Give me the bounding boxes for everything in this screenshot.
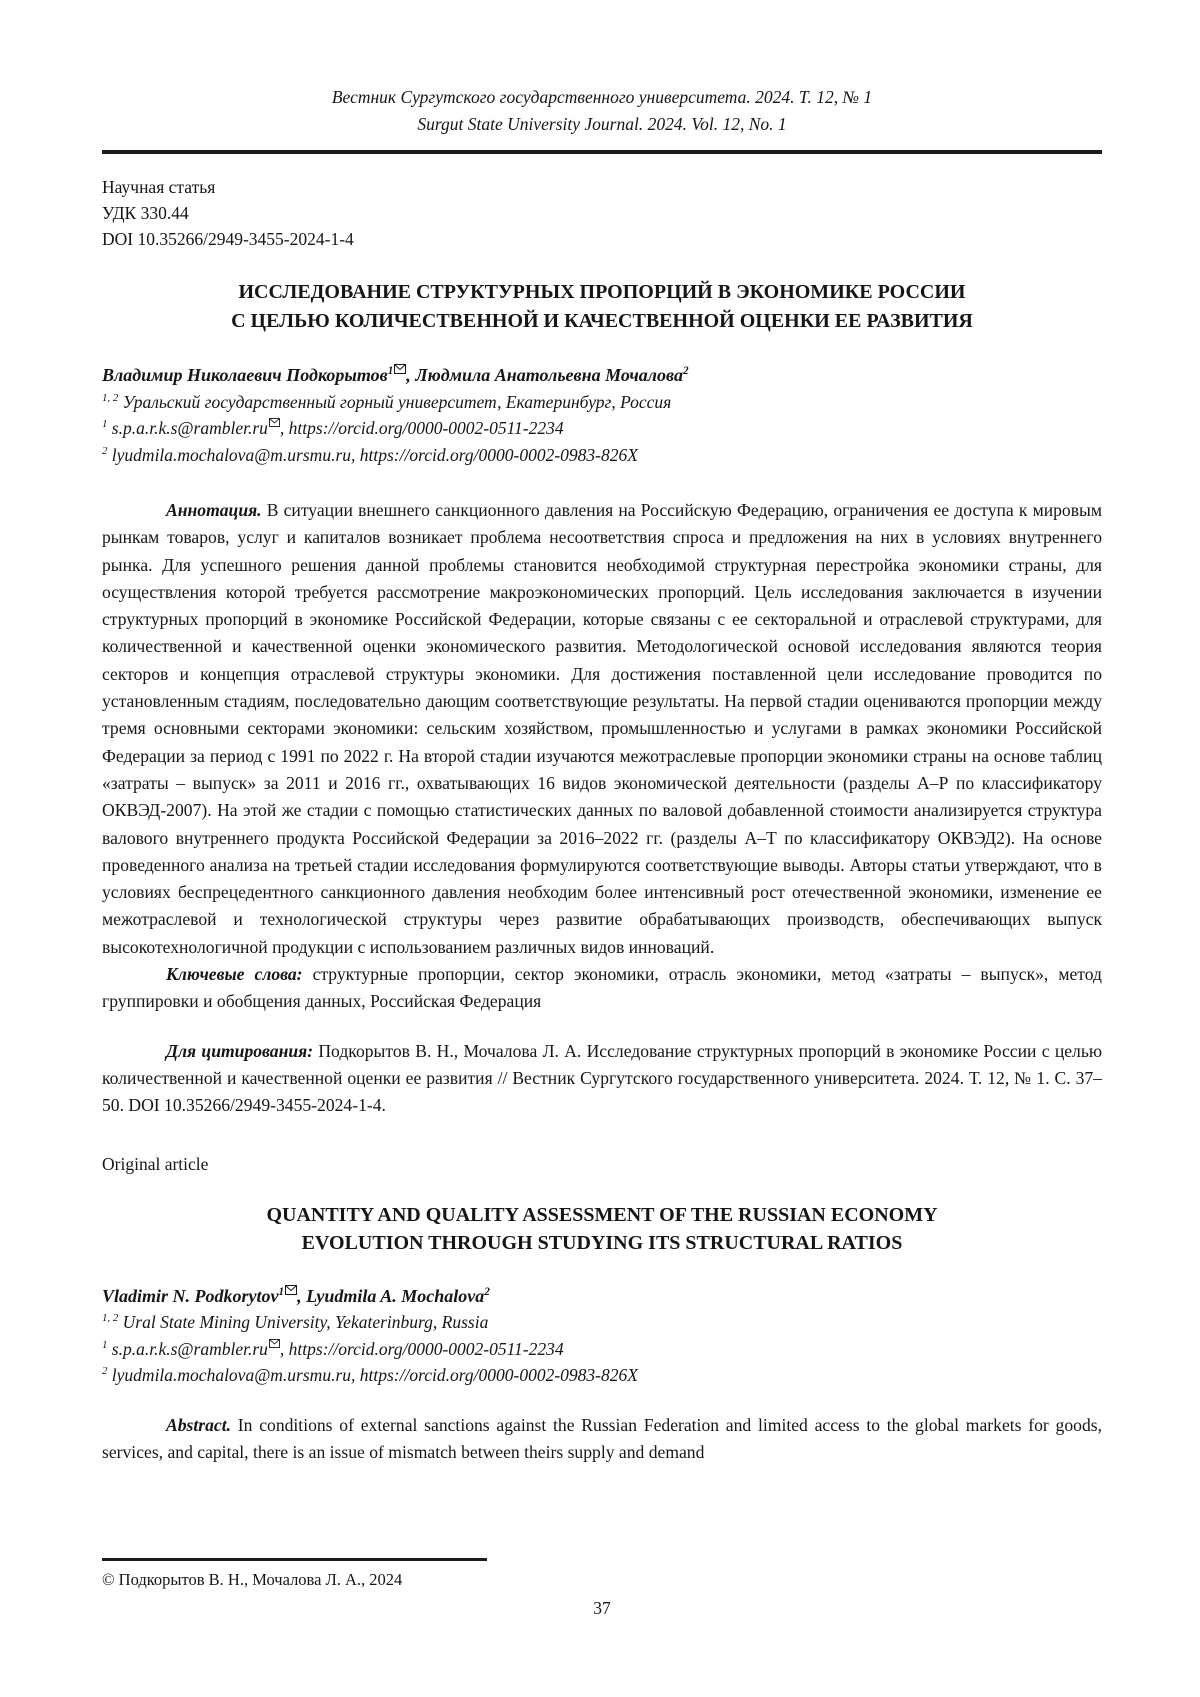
email-line-2-ru: [102, 442, 1102, 469]
citation-text-ru: Подкорытов В. Н., Мочалова Л. А. Исследование структурных пропорций в экономике России с целью количественной и качественной оценки ее развития // Вестник Сургутского государственного университета. 2024. Т. 12, № 1. С. 37–50. DOI 10.35266/2949-3455-2024-1-4.: [102, 1040, 1103, 1116]
article-title-en: [102, 1201, 1102, 1258]
email-icon: [269, 418, 280, 427]
email-line-2-en: [102, 1362, 1102, 1389]
footer-rule: [102, 1558, 487, 1561]
email1-address: s.p.a.r.k.s@rambler.ru: [111, 418, 268, 438]
email2-superscript-en: 2: [102, 1365, 108, 1378]
affiliation-line-en: [102, 1309, 1102, 1336]
email1-address-en: s.p.a.r.k.s@rambler.ru: [111, 1338, 268, 1359]
author1-superscript-en: 1: [278, 1285, 285, 1298]
author1-name-en: Vladimir N. Podkorytov: [102, 1285, 279, 1306]
email-icon: [285, 1285, 297, 1295]
article-meta-ru: [102, 174, 1102, 252]
journal-header-en: Surgut State University Journal. 2024. Vol. 12, No. 1: [417, 114, 787, 134]
authors-line-ru: [102, 362, 1102, 389]
abstract-paragraph-ru: [102, 497, 1102, 961]
author2-name-ru: Людмила Анатольевна Мочалова: [415, 365, 683, 385]
author2-superscript-en: 2: [484, 1285, 490, 1298]
journal-header: [102, 84, 1102, 154]
page-content: [102, 84, 1102, 1466]
email-icon: [269, 1339, 280, 1348]
authors-line-en: [102, 1283, 1102, 1310]
email2-address-orcid: lyudmila.mochalova@m.ursmu.ru, https://orcid.org/0000-0002-0983-826X: [111, 444, 638, 465]
affiliation-line-ru: [102, 389, 1102, 416]
author2-name-en: Lyudmila A. Mochalova: [306, 1285, 485, 1306]
doi-number: DOI 10.35266/2949-3455-2024-1-4: [102, 229, 354, 249]
abstract-text-ru: В ситуации внешнего санкционного давления на Российскую Федерацию, ограничения ее доступа к мировым рынкам товаров, услуг и капиталов возникает проблема несоответствия спроса и предложения на них в условиях внутреннего рынка. Для успешного решения данной проблемы становится необходимой структурная перестройка экономики страны, для осуществления которой требуется рассмотрение макроэкономических пропорций. Цель исследования заключается в изучении структурных пропорций в экономике Российской Федерации, которые связаны с ее секторальной и отраслевой структурами, для количественной и качественной оценки экономического развития. Методологической основой исследования являются теория секторов и концепция отраслевой структуры экономики. Для достижения поставленной цели исследование проводится по установленным стадиям, последовательно дающим соответствующие результаты. На первой стадии оцениваются пропорции между тремя основными секторами экономики: сельским хозяйством, промышленностью и услугами в рамках экономики Российской Федерации за период с 1991 по 2022 г. На второй стадии изучаются межотраслевые пропорции экономики страны на основе таблиц «затраты – выпуск» за 2011 и 2016 гг., охватывающих 16 видов экономической деятельности (разделы А–Р по классификатору ОКВЭД-2007). На этой же стадии с помощью статистических данных по валовой добавленной стоимости анализируется структура валового внутреннего продукта Российской Федерации за 2016–2022 гг. (разделы А–Т по классификатору ОКВЭД2). На основе проведенного анализа на третьей стадии исследования формулируются соответствующие выводы. Авторы статьи утверждают, что в условиях беспрецедентного санкционного давления необходим более интенсивный рост отечественной экономики, изменение ее межотраслевой и технологической структуры через развитие обрабатывающих производств, обеспечивающих выпуск высокотехнологичной продукции с использованием различных видов инноваций.: [102, 500, 1102, 957]
abstract-label-ru: Аннотация.: [166, 500, 262, 520]
email2-superscript-ru: 2: [102, 444, 108, 457]
keywords-label-ru: Ключевые слова:: [166, 964, 303, 985]
email1-orcid-en: , https://orcid.org/0000-0002-0511-2234: [279, 1338, 564, 1359]
journal-header-ru: Вестник Сургутского государственного университета. 2024. Т. 12, № 1: [331, 87, 873, 107]
article-type-en: Original article: [102, 1153, 209, 1174]
authors-block-ru: [102, 362, 1102, 468]
article-type-ru: Научная статья: [102, 177, 216, 197]
keywords-paragraph-ru: [102, 961, 1102, 1016]
page-footer: [102, 1558, 1102, 1619]
abstract-text-en: In conditions of external sanctions against the Russian Federation and limited access to the global markets for goods, services, and capital, there is an issue of mismatch between theirs supply and demand: [102, 1414, 1102, 1462]
email-icon: [394, 364, 406, 374]
page-number: 37: [593, 1598, 611, 1618]
article-title-ru-line1: ИССЛЕДОВАНИЕ СТРУКТУРНЫХ ПРОПОРЦИЙ В ЭКОНОМИКЕ РОССИИ: [238, 281, 966, 303]
authors-separator-en: ,: [297, 1285, 307, 1306]
affiliation-superscript-ru: 1, 2: [102, 391, 119, 404]
affiliation-text-en: Ural State Mining University, Yekaterinburg, Russia: [122, 1312, 489, 1333]
author1-name-ru: Владимир Николаевич Подкорытов: [102, 365, 388, 385]
article-title-en-line1: QUANTITY AND QUALITY ASSESSMENT OF THE RUSSIAN ECONOMY: [266, 1203, 938, 1226]
header-rule: [102, 150, 1102, 154]
article-title-ru: [102, 278, 1102, 335]
author1-superscript-ru: 1: [387, 365, 394, 377]
abstract-paragraph-en: [102, 1412, 1102, 1467]
article-title-en-line2: EVOLUTION THROUGH STUDYING ITS STRUCTURAL RATIOS: [301, 1232, 903, 1255]
email1-orcid: , https://orcid.org/0000-0002-0511-2234: [279, 418, 564, 438]
article-title-ru-line2: С ЦЕЛЬЮ КОЛИЧЕСТВЕННОЙ И КАЧЕСТВЕННОЙ ОЦЕНКИ ЕЕ РАЗВИТИЯ: [231, 309, 973, 332]
email1-superscript-en: 1: [102, 1338, 108, 1351]
abstract-label-en: Abstract.: [166, 1414, 232, 1435]
affiliation-superscript-en: 1, 2: [102, 1312, 119, 1325]
email-line-1-en: [102, 1336, 1102, 1363]
keywords-text-ru: структурные пропорции, сектор экономики, отрасль экономики, метод «затраты – выпуск», метод группировки и обобщения данных, Российская Федерация: [102, 964, 1102, 1012]
authors-block-en: [102, 1283, 1102, 1389]
author2-superscript-ru: 2: [682, 365, 689, 377]
email2-address-orcid-en: lyudmila.mochalova@m.ursmu.ru, https://orcid.org/0000-0002-0983-826X: [111, 1365, 638, 1386]
citation-paragraph-ru: [102, 1038, 1102, 1120]
affiliation-text-ru: Уральский государственный горный университет, Екатеринбург, Россия: [122, 391, 672, 412]
copyright-line: © Подкорытов В. Н., Мочалова Л. А., 2024: [102, 1570, 403, 1589]
email-line-1-ru: [102, 415, 1102, 442]
email1-superscript-ru: 1: [102, 418, 108, 431]
citation-label-ru: Для цитирования:: [166, 1040, 314, 1061]
authors-separator-ru: ,: [406, 365, 416, 385]
udc-number: УДК 330.44: [102, 203, 189, 223]
